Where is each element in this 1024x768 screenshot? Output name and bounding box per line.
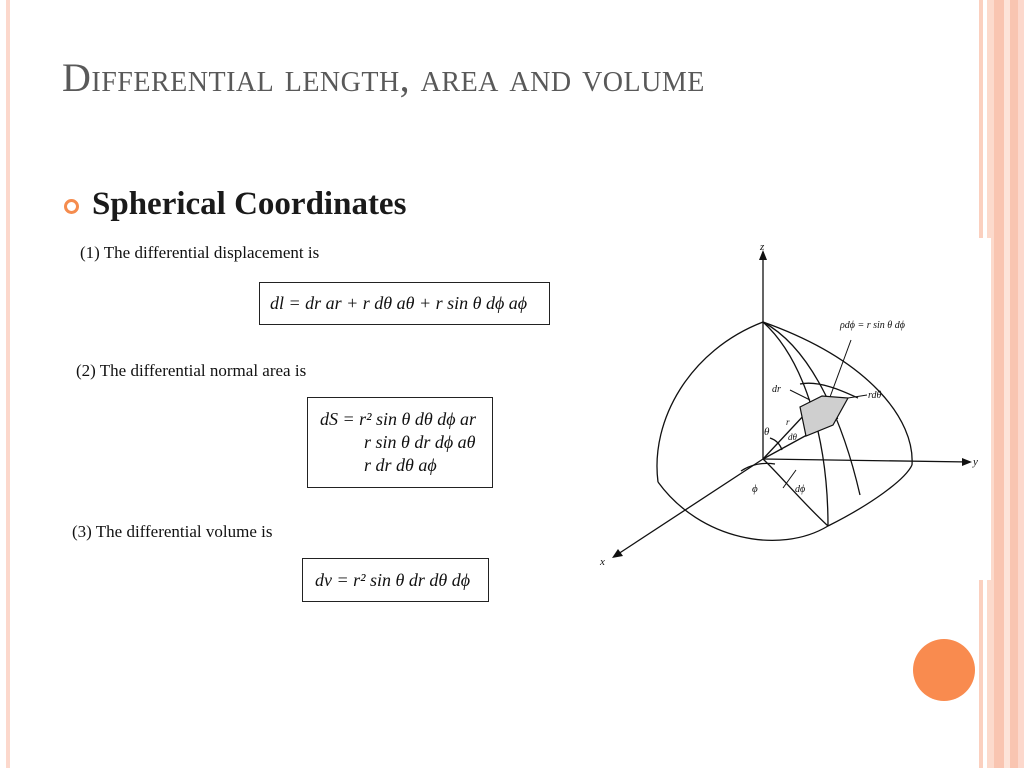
axis-label-z: z: [760, 241, 765, 253]
latitude-arc: [800, 383, 858, 398]
label-theta: θ: [764, 426, 770, 438]
x-axis: [615, 459, 763, 556]
slide-title: Differential length, area and volume: [62, 55, 705, 100]
label-dtheta: dθ: [788, 432, 797, 442]
step2-label: (2) The differential normal area is: [76, 361, 307, 380]
left-decor-bar: [6, 0, 10, 768]
label-dr: dr: [772, 384, 781, 395]
label-rho-dphi: ρdϕ = r sin θ dϕ: [840, 320, 905, 331]
label-r: r: [786, 417, 790, 427]
leader-line: [830, 340, 851, 397]
axis-label-y: y: [973, 456, 978, 468]
equation-box-area: [307, 397, 493, 488]
outline-arc: [763, 322, 912, 465]
equation-volume: dv = r² sin θ dr dθ dϕ: [315, 569, 471, 590]
label-dphi: dϕ: [795, 484, 806, 495]
right-decor-stripe: [1018, 0, 1024, 768]
equation-area-line: dS = r² sin θ dθ dϕ ar: [320, 409, 477, 429]
step3-label: (3) The differential volume is: [72, 522, 273, 541]
label-r-dtheta: rdθ: [868, 390, 882, 401]
label-phi: ϕ: [752, 483, 758, 495]
bullet-ring-icon: [64, 199, 79, 214]
equation-displacement: dl = dr ar + r dθ aθ + r sin θ dϕ aϕ: [270, 293, 528, 313]
accent-circle: [913, 639, 975, 701]
outline-arc: [657, 322, 763, 482]
right-decor-stripe: [994, 0, 1004, 768]
equation-area-line: r dr dθ aϕ: [364, 455, 437, 475]
equation-area-line: r sin θ dr dϕ aθ: [364, 432, 476, 452]
x-arrowhead: [612, 549, 623, 558]
spherical-diagram: [590, 240, 990, 575]
axis-label-x: x: [600, 556, 605, 568]
y-axis: [763, 459, 970, 462]
right-decor-stripe: [1010, 0, 1018, 768]
step1-label: (1) The differential displacement is: [80, 243, 320, 262]
equation-box-volume: [302, 558, 489, 602]
outline-arc: [828, 465, 912, 526]
equation-box-displacement: [259, 282, 550, 325]
bullet-text: Spherical Coordinates: [92, 186, 407, 222]
y-arrowhead: [962, 458, 972, 466]
